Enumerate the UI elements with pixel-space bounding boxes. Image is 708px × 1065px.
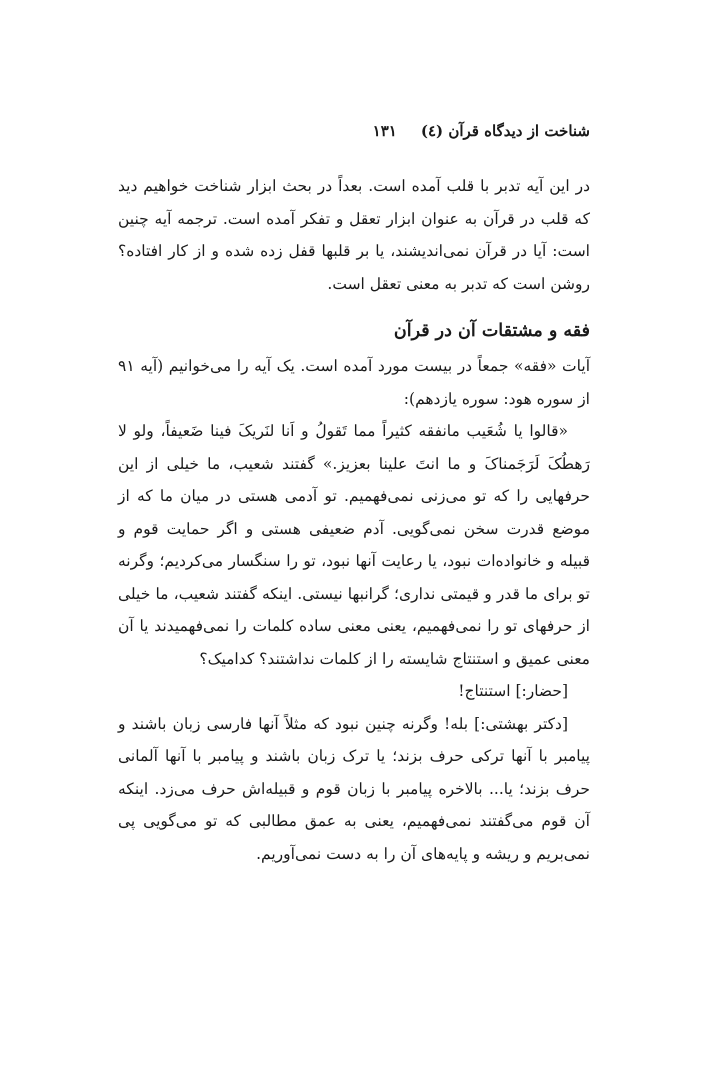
body-text [118,170,590,870]
quran-verse-text: «قالوا یا شُعَیب مانفقه کثیراً مما تَقولُ و اَنا لنَریکَ فینا ضَعیفاً، ولو لا رَهطُکَ لَرَجَمناکَ و ما انتَ علینا بعزیز.» گفتند شعیب، ما خیلی از این حرفهایی را که تو می‌زنی نمی‌فهمیم. تو آدمی هستی در میان ما که از موضع قدرت سخن نمی‌گویی. آدم ضعیفی هستی و اگر حمایت قوم و قبیله و خانواده‌ات نبود، یا رعایت آنها نبود، تو را سنگسار می‌کردیم؛ وگرنه تو برای ما قدر و قیمتی نداری؛ گرانبها نیستی. اینکه گفتند شعیب، ما خیلی از حرفهای تو را نمی‌فهمیم، یعنی معنی ساده کلمات را نمی‌فهمیدند یا آن معنی عمیق و استنتاج شایسته را از کلمات نداشتند؟ کدامیک؟ [118,422,590,668]
paragraph-fiqh-intro: آیات «فقه» جمعاً در بیست مورد آمده است. یک آیه را می‌خوانیم (آیه ۹۱ از سوره هود: سوره یازدهم): [118,357,590,408]
running-header [118,120,590,142]
page-number: ١٣١ [372,122,397,140]
running-header-title: شناخت از دیدگاه قرآن (٤) [420,122,590,140]
paragraph-audience: [حضار:] استنتاج! [458,682,568,700]
section-heading: فقه و مشتقات آن در قرآن [393,321,590,341]
paragraph-quran-verse [118,415,590,675]
paragraph-beheshti: [دکتر بهشتی:] بله! وگرنه چنین نبود که مثلاً آنها فارسی زبان باشند و پیامبر با آنها ترکی حرف بزند؛ یا ترک زبان باشند و پیامبر با آنها آلمانی حرف بزند؛ یا... بالاخره پیامبر با زبان قوم و قبیله‌اش حرف می‌زد. اینکه آن قوم می‌گفتند نمی‌فهمیم، یعنی به عمق مطالبی که تو می‌گویی پی نمی‌بریم و ریشه و پایه‌های آن را به دست نمی‌آوریم. [118,714,590,863]
paragraph-tadabbur: در این آیه تدبر با قلب آمده است. بعداً در بحث ابزار شناخت خواهیم دید که قلب در قرآن به عنوان ابزار تعقل و تفکر آمده است. ترجمه آیه چنین است: آیا در قرآن نمی‌اندیشند، یا بر قلبها قفل زده شده و از کار افتاده؟ روشن است که تدبر به معنی تعقل است. [118,177,590,293]
